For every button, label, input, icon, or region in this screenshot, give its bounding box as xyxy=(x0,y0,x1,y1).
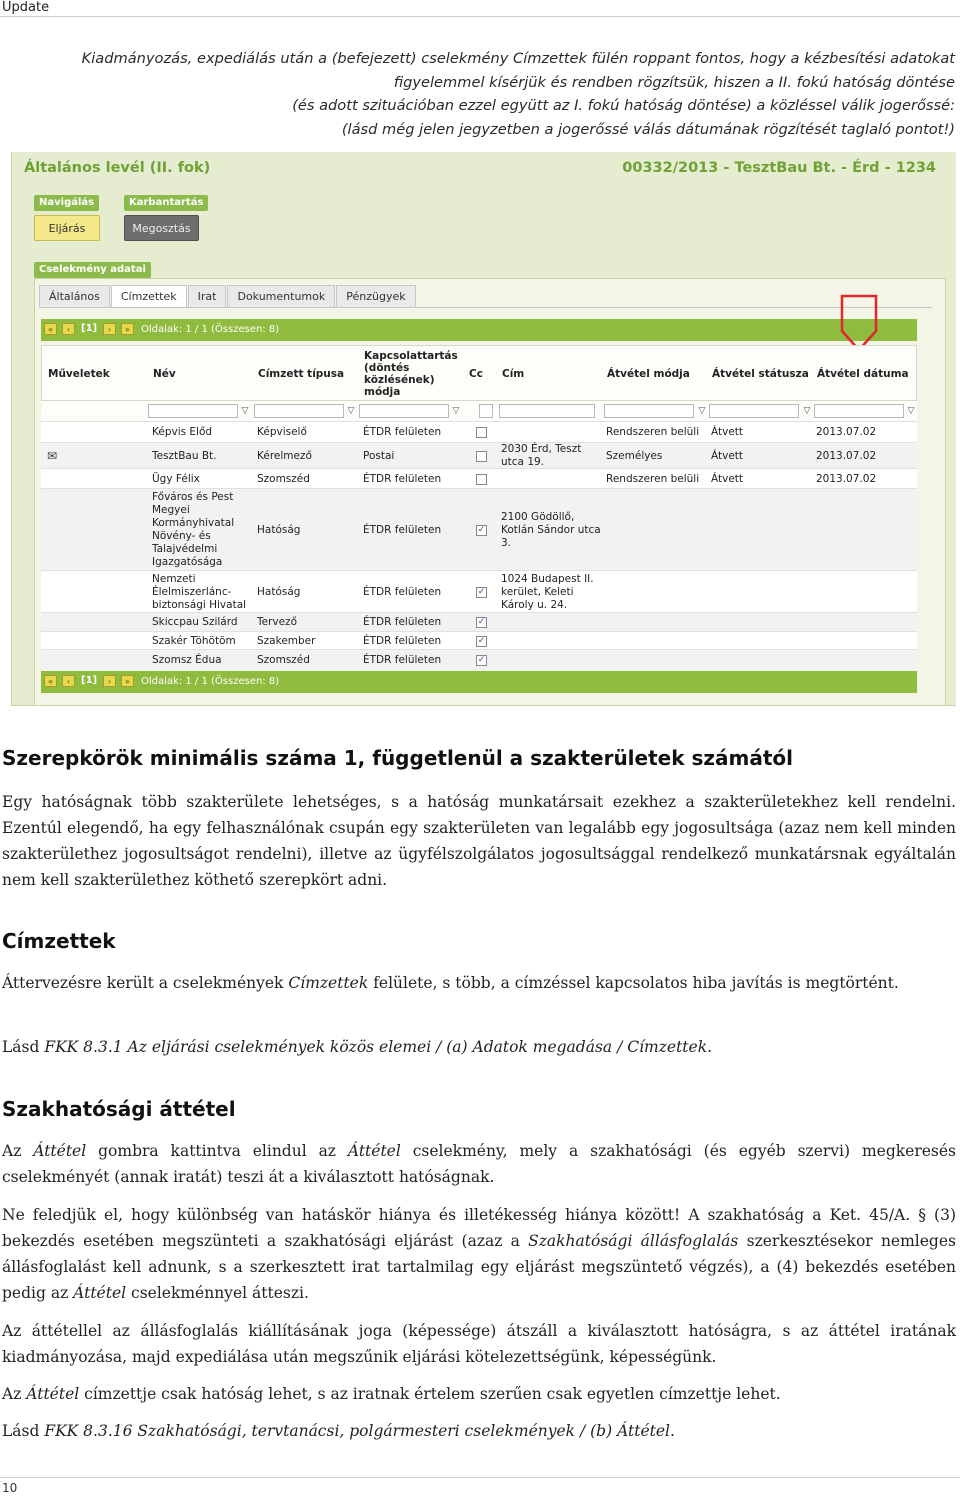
col-nev[interactable]: Név xyxy=(153,368,176,380)
table-row[interactable] xyxy=(41,631,917,649)
section-title: Szakhatósági áttétel xyxy=(2,1097,236,1121)
text-run: cselekménnyel átteszi. xyxy=(126,1284,309,1302)
cell-nev: Főváros és Pest Megyei Kormányhivatal Növény- és Talajvédelmi Igazgatósága xyxy=(152,491,235,568)
intro-line: figyelemmel kísérjük és rendben rögzítsük, hiszen a II. fokú hatóság döntése xyxy=(393,73,955,91)
cell-nev: Szomsz Édua xyxy=(152,653,222,666)
tab-cimzettek[interactable]: Címzettek xyxy=(111,285,187,308)
cc-checkbox[interactable] xyxy=(476,427,487,438)
filter-statusz-input[interactable] xyxy=(709,404,799,418)
tab-altalanos[interactable]: Általános xyxy=(39,285,110,308)
intro-line: (és adott szituációban ezzel együtt az I. fokú hatóság döntése) a közléssel válik jogerőssé: xyxy=(292,97,955,114)
cell-cimzett-tipusa: Képviselő xyxy=(257,426,307,438)
col-atvetel-modja[interactable]: Átvétel módja xyxy=(607,368,690,380)
first-page-icon[interactable]: « xyxy=(44,675,57,687)
cell-kapcsolattartas: ÉTDR felületen xyxy=(363,472,442,485)
text-run-italic: Szakhatósági állásfoglalás xyxy=(528,1232,739,1250)
running-header: Update xyxy=(2,0,50,15)
cell-kapcsolattartas: ÉTDR felületen xyxy=(363,523,442,536)
cc-checkbox-checked[interactable]: ✓ xyxy=(477,636,486,646)
paragraph xyxy=(2,1034,956,1060)
col-cimzett-tipusa[interactable]: Címzett típusa xyxy=(258,368,345,380)
filter-datum-input[interactable] xyxy=(814,404,904,418)
highlight-arrow-down xyxy=(839,293,879,353)
filter-icon[interactable]: ▽ xyxy=(452,406,460,416)
footer-rule xyxy=(0,1477,960,1478)
cell-nev: TesztBau Bt. xyxy=(152,449,217,462)
text-run: szerkesztésekor nemleges állásfoglalást kell adnunk, s a szerkesztett irat tartalmilag egy eljárást megszüntető végzés), a (4) bekezdés esetében pedig az xyxy=(2,1232,956,1302)
cell-atvetel-modja: Személyes xyxy=(606,449,663,462)
cell-kapcsolattartas: ÉTDR felületen xyxy=(363,616,442,628)
action-data-group-label: Cselekmény adatai xyxy=(34,262,151,278)
table-row[interactable] xyxy=(41,421,917,442)
filter-icon[interactable]: ▽ xyxy=(907,406,915,416)
cell-atvetel-statusza xyxy=(711,650,811,670)
text-run: Lásd xyxy=(2,1422,45,1440)
cell-atvetel-modja xyxy=(606,632,706,650)
filter-cim-input[interactable] xyxy=(499,404,595,418)
col-cc[interactable]: Cc xyxy=(469,368,483,380)
text-run-italic: Áttétel xyxy=(26,1385,80,1403)
cell-cimzett-tipusa: Hatóság xyxy=(257,523,301,536)
cc-checkbox-checked[interactable]: ✓ xyxy=(477,655,486,665)
col-atvetel-statusza[interactable]: Átvétel státusza xyxy=(712,368,809,380)
filter-cc-select[interactable] xyxy=(479,404,493,418)
tab-penzugyek[interactable]: Pénzügyek xyxy=(336,285,415,308)
cc-checkbox-checked[interactable]: ✓ xyxy=(477,617,486,627)
cc-checkbox-checked[interactable]: ✓ xyxy=(477,587,486,597)
tab-irat[interactable]: Irat xyxy=(188,285,227,308)
document-type-title: Általános levél (II. fok) xyxy=(24,160,211,176)
cell-atvetel-modja xyxy=(606,571,706,613)
filter-icon[interactable]: ▽ xyxy=(698,406,706,416)
cell-cim xyxy=(501,422,601,443)
cell-atvetel-datuma: 2013.07.02 xyxy=(816,426,877,438)
cell-atvetel-statusza: Átvett xyxy=(711,449,744,462)
filter-icon[interactable]: ▽ xyxy=(347,406,355,416)
cell-cim xyxy=(501,632,601,650)
text-run: Ne feledjük el, hogy különbség van hatáskör hiánya és illetékesség hiánya között! A szakhatóság a Ket. 45/A. § (3) bekezdés esetében megszünteti a szakhatósági eljárást (azaz a xyxy=(2,1206,956,1250)
table-header xyxy=(41,345,917,401)
table-row[interactable] xyxy=(41,442,917,468)
table-row[interactable] xyxy=(41,468,917,488)
text-run-italic: Áttétel xyxy=(33,1142,87,1160)
current-page: [1] xyxy=(81,323,98,334)
text-run: címzettje csak hatóság lehet, s az iratnak értelem szerűen csak egyetlen címzettje lehet. xyxy=(79,1385,781,1403)
current-page: [1] xyxy=(81,675,98,686)
table-row[interactable] xyxy=(41,649,917,669)
tab-underline xyxy=(39,307,932,308)
table-row[interactable] xyxy=(41,570,917,612)
prev-page-icon[interactable]: ‹ xyxy=(62,323,75,335)
cell-atvetel-datuma: 2013.07.02 xyxy=(816,472,877,485)
text-run-italic: Áttétel xyxy=(73,1284,127,1302)
cell-atvetel-statusza xyxy=(711,489,811,571)
last-page-icon[interactable]: » xyxy=(121,323,134,335)
intro-line: (lásd még jelen jegyzetben a jogerőssé válás dátumának rögzítését taglaló pontot!) xyxy=(341,120,955,138)
table-row[interactable] xyxy=(41,612,917,631)
cell-cimzett-tipusa: Szakember xyxy=(257,634,316,647)
cell-atvetel-modja xyxy=(606,613,706,632)
filter-icon[interactable]: ▽ xyxy=(803,406,811,416)
cell-nev: Skiccpau Szilárd xyxy=(152,616,238,628)
filter-nev-input[interactable] xyxy=(148,404,238,418)
cell-atvetel-datuma xyxy=(816,613,916,632)
cell-nev: Szakér Töhötöm xyxy=(152,634,236,647)
paragraph xyxy=(2,1418,956,1444)
next-page-icon[interactable]: › xyxy=(103,675,116,687)
text-run: gombra kattintva elindul az xyxy=(86,1142,348,1160)
megosztas-button[interactable]: Megosztás xyxy=(124,215,199,241)
filter-icon[interactable]: ▽ xyxy=(241,406,249,416)
paragraph xyxy=(2,1381,956,1407)
text-run: Az xyxy=(2,1142,34,1160)
tab-dokumentumok[interactable]: Dokumentumok xyxy=(227,285,335,308)
cell-nev: Képvis Előd xyxy=(152,426,213,438)
cell-nev: Nemzeti Élelmiszerlánc-biztonsági Hivatal xyxy=(152,572,247,611)
col-cim[interactable]: Cím xyxy=(502,368,525,380)
pager-summary: Oldalak: 1 / 1 (Összesen: 8) xyxy=(141,676,280,687)
cell-cimzett-tipusa: Szomszéd xyxy=(257,653,310,666)
page-number: 10 xyxy=(2,1481,18,1495)
paragraph: Az áttétellel az állásfoglalás kiállításának joga (képessége) átszáll a kiválasztott hatóságra, s az áttétel iratának kiadmányozása, majd expediálása után megszűnik eljárási kötelezettségünk, képességünk. xyxy=(2,1322,956,1366)
filter-atvetel-mod-input[interactable] xyxy=(604,404,694,418)
col-atvetel-datuma[interactable]: Átvétel dátuma xyxy=(817,368,909,380)
header-rule xyxy=(0,16,960,17)
filter-mod-input[interactable] xyxy=(359,404,449,418)
text-run-italic: Áttétel xyxy=(347,1142,401,1160)
navigation-group-label: Navigálás xyxy=(34,195,99,211)
cell-kapcsolattartas: ÉTDR felületen xyxy=(363,634,442,647)
eljaras-button[interactable]: Eljárás xyxy=(34,215,100,241)
cell-kapcsolattartas: ÉTDR felületen xyxy=(363,653,442,666)
text-run: . xyxy=(707,1038,713,1056)
cell-cimzett-tipusa: Kérelmező xyxy=(257,449,312,462)
cell-atvetel-statusza: Átvett xyxy=(711,426,744,438)
intro-note xyxy=(30,47,955,141)
cell-cim: 1024 Budapest II. kerület, Keleti Károly u. 24. xyxy=(501,572,594,611)
next-page-icon[interactable]: › xyxy=(103,323,116,335)
embedded-screenshot xyxy=(11,152,956,706)
paragraph: Egy hatóságnak több szakterülete lehetséges, s a hatóság munkatársait ezekhez a szakterületekhez kell rendelni. Ezentúl elegendő, ha egy felhasználónak csupán egy szakterületen van legalább egy jogosultsága (azaz nem kell minden szakterülethez jogosultságot rendelni), illetve az ügyfélszolgálatos jogosultsággal rendelkező munkatársnak egyáltalán nem kell szakterülethez köthető szerepkört adni. xyxy=(2,793,956,889)
cell-atvetel-modja: Rendszeren belüli xyxy=(606,426,700,438)
intro-line: Kiadmányozás, expediálás után a (befejezett) cselekmény Címzettek fülén roppant fontos, hogy a kézbesítési adatokat xyxy=(81,50,955,67)
maintenance-group-label: Karbantartás xyxy=(124,195,208,211)
last-page-icon[interactable]: » xyxy=(121,675,134,687)
tab-bar xyxy=(39,285,417,307)
cell-nev: Ügy Félix xyxy=(152,472,200,485)
cell-kapcsolattartas: ÉTDR felületen xyxy=(363,426,442,438)
text-run: felülete, s több, a címzéssel kapcsolatos hiba javítás is megtörtént. xyxy=(368,974,899,992)
cell-cimzett-tipusa: Tervező xyxy=(257,616,298,628)
cell-atvetel-statusza xyxy=(711,632,811,650)
cell-cim: 2030 Érd, Teszt utca 19. xyxy=(501,443,582,468)
cc-checkbox[interactable] xyxy=(476,451,487,462)
cell-cim xyxy=(501,613,601,632)
cell-atvetel-datuma: 2013.07.02 xyxy=(816,449,877,462)
cell-atvetel-modja xyxy=(606,650,706,670)
col-kapcsolattartas[interactable]: Kapcsolattartás (döntés közlésének) módja xyxy=(364,350,458,398)
cell-atvetel-datuma xyxy=(816,650,916,670)
cc-checkbox-checked[interactable]: ✓ xyxy=(477,525,486,535)
reference-link[interactable]: FKK 8.3.1 Az eljárási cselekmények közös elemei / (a) Adatok megadása / Címzettek xyxy=(44,1038,708,1056)
paragraph xyxy=(2,1138,956,1190)
cell-atvetel-statusza xyxy=(711,571,811,613)
text-run: Lásd xyxy=(2,1038,45,1056)
text-run: . xyxy=(670,1422,675,1440)
paragraph xyxy=(2,1202,956,1306)
reference-link[interactable]: FKK 8.3.16 Szakhatósági, tervtanácsi, polgármesteri cselekmények / (b) Áttétel xyxy=(44,1422,670,1440)
text-run: Áttervezésre került a cselekmények xyxy=(2,974,289,992)
cell-cimzett-tipusa: Hatóság xyxy=(257,585,301,598)
pager-bottom xyxy=(41,671,917,693)
cell-atvetel-statusza xyxy=(711,613,811,632)
prev-page-icon[interactable]: ‹ xyxy=(62,675,75,687)
text-run: cselekmény, mely a szakhatósági (és egyéb szervi) megkeresés cselekményét (annak iratát) teszi át a kiválasztott hatóságnak. xyxy=(2,1142,956,1186)
col-muveletek[interactable]: Műveletek xyxy=(48,368,110,380)
filter-tipus-input[interactable] xyxy=(254,404,344,418)
cell-atvetel-datuma xyxy=(816,489,916,571)
table-row[interactable] xyxy=(41,488,917,570)
filter-row xyxy=(41,401,917,421)
cell-atvetel-modja: Rendszeren belüli xyxy=(606,472,700,485)
pager-summary: Oldalak: 1 / 1 (Összesen: 8) xyxy=(141,324,280,335)
cell-atvetel-datuma xyxy=(816,632,916,650)
paragraph xyxy=(2,970,956,996)
section-title: Szerepkörök minimális száma 1, függetlenül a szakterületek számától xyxy=(2,746,794,770)
cell-cimzett-tipusa: Szomszéd xyxy=(257,472,310,485)
text-run: Az xyxy=(2,1385,27,1403)
cell-cim xyxy=(501,469,601,489)
first-page-icon[interactable]: « xyxy=(44,323,57,335)
pager-top xyxy=(41,319,917,341)
cell-atvetel-modja xyxy=(606,489,706,571)
edit-mail-icon[interactable]: ✉ xyxy=(47,448,58,463)
cell-atvetel-datuma xyxy=(816,571,916,613)
text-run-italic: Címzettek xyxy=(288,974,369,992)
cell-cim: 2100 Gödöllő, Kotlán Sándor utca 3. xyxy=(501,510,601,549)
case-id-title: 00332/2013 - TesztBau Bt. - Érd - 1234 xyxy=(622,160,936,176)
cell-cim xyxy=(501,650,601,670)
cc-checkbox[interactable] xyxy=(476,474,487,485)
cell-kapcsolattartas: ÉTDR felületen xyxy=(363,585,442,598)
cell-kapcsolattartas: Postai xyxy=(363,449,395,462)
section-title: Címzettek xyxy=(2,929,116,953)
cell-atvetel-statusza: Átvett xyxy=(711,472,744,485)
